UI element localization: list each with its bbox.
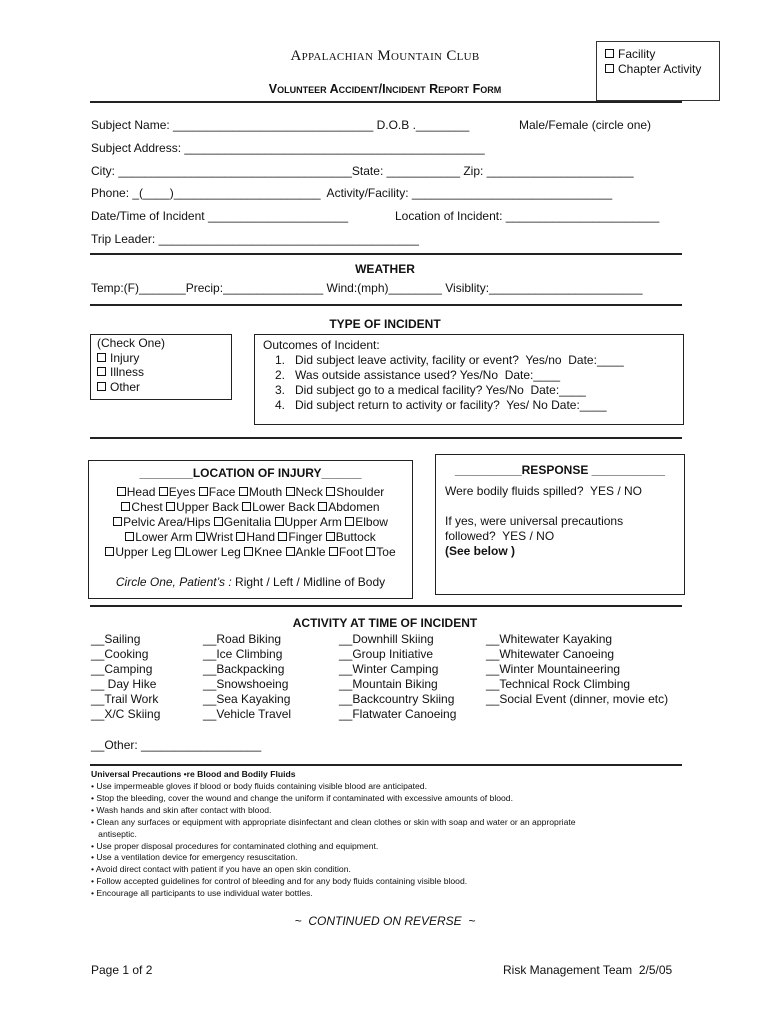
activity-option[interactable]: __Ice Climbing xyxy=(203,647,283,661)
injury-location-checkbox[interactable] xyxy=(286,547,295,556)
injury-location-checkbox[interactable] xyxy=(242,502,251,511)
injury-option[interactable]: Injury xyxy=(97,351,139,365)
phone-activity-field[interactable]: Phone: _(____)______________________ Activity/Facility: ______________________________ xyxy=(91,186,613,200)
other-option[interactable]: Other xyxy=(97,380,140,394)
activity-option[interactable]: __Winter Mountaineering xyxy=(486,662,621,676)
injury-location-option[interactable]: Buttock xyxy=(326,530,376,544)
activity-option[interactable]: __Camping xyxy=(91,662,153,676)
injury-location-checkbox[interactable] xyxy=(326,487,335,496)
injury-location-checkbox[interactable] xyxy=(125,532,134,541)
weather-divider xyxy=(90,304,682,306)
injury-location-checkbox[interactable] xyxy=(199,487,208,496)
illness-checkbox[interactable] xyxy=(97,367,106,376)
outcome-4[interactable]: 4. Did subject return to activity or facility? Yes/ No Date:____ xyxy=(275,398,607,412)
gender-field[interactable]: Male/Female (circle one) xyxy=(519,118,652,132)
precaution-item: • Stop the bleeding, cover the wound and change the uniform if contaminated with excessive amounts of blood. xyxy=(91,792,513,803)
form-title: Volunteer Accident/Incident Report Form xyxy=(268,82,502,96)
facility-checkbox[interactable] xyxy=(605,49,614,58)
type-heading: TYPE OF INCIDENT xyxy=(329,317,441,331)
injury-location-option[interactable]: Face xyxy=(199,485,236,499)
precaution-item: • Use a ventilation device for emergency resuscitation. xyxy=(91,852,298,863)
injury-location-option[interactable]: Elbow xyxy=(345,515,388,529)
chapter-activity-checkbox[interactable] xyxy=(605,64,614,73)
injury-location-option[interactable]: Shoulder xyxy=(326,485,384,499)
activity-option[interactable]: __Downhill Skiing xyxy=(339,632,434,646)
injury-location-checkbox[interactable] xyxy=(159,487,168,496)
activity-option[interactable]: __X/C Skiing xyxy=(91,707,161,721)
injury-location-checkbox[interactable] xyxy=(278,532,287,541)
injury-location-option[interactable]: Lower Arm xyxy=(125,530,192,544)
facility-option[interactable]: Facility xyxy=(605,47,655,61)
injury-location-checkbox[interactable] xyxy=(236,532,245,541)
activity-divider xyxy=(90,764,682,766)
injury-location-option[interactable]: Knee xyxy=(244,545,282,559)
activity-option[interactable]: __Sailing xyxy=(91,632,141,646)
injury-location-checkbox[interactable] xyxy=(113,517,122,526)
injury-location-option[interactable]: Chest xyxy=(121,500,162,514)
injury-location-option[interactable]: Upper Leg xyxy=(105,545,171,559)
precautions-question-line1[interactable]: If yes, were universal precautions xyxy=(445,514,624,528)
activity-option[interactable]: __Flatwater Canoeing xyxy=(339,707,457,721)
type-divider xyxy=(90,437,682,439)
injury-location-checkbox[interactable] xyxy=(117,487,126,496)
activity-option[interactable]: __Snowshoeing xyxy=(203,677,289,691)
precautions-question-line2[interactable]: followed? YES / NO xyxy=(445,529,555,543)
activity-option[interactable]: __Backcountry Skiing xyxy=(339,692,455,706)
injury-location-checkbox[interactable] xyxy=(275,517,284,526)
datetime-field[interactable]: Date/Time of Incident _____________________ xyxy=(91,209,349,223)
injury-location-option[interactable]: Wrist xyxy=(196,530,233,544)
subject-divider xyxy=(90,253,682,255)
precaution-item: • Wash hands and skin after contact with blood. xyxy=(91,804,272,815)
injury-heading: ________LOCATION OF INJURY______ xyxy=(139,466,362,480)
precautions-heading: Universal Precautions •re Blood and Bodily Fluids xyxy=(91,769,296,779)
activity-option[interactable]: __Cooking xyxy=(91,647,149,661)
outcomes-label: Outcomes of Incident: xyxy=(263,338,380,352)
injury-row xyxy=(89,545,412,559)
activity-option[interactable]: __Backpacking xyxy=(203,662,285,676)
activity-option[interactable]: __Group Initiative xyxy=(339,647,434,661)
injury-location-option[interactable]: Upper Arm xyxy=(275,515,342,529)
check-one-label: (Check One) xyxy=(97,336,166,350)
injury-location-checkbox[interactable] xyxy=(366,547,375,556)
injury-box xyxy=(88,460,413,599)
injury-location-checkbox[interactable] xyxy=(105,547,114,556)
injury-location-checkbox[interactable] xyxy=(326,532,335,541)
injury-location-checkbox[interactable] xyxy=(318,502,327,511)
injury-location-option[interactable]: Upper Back xyxy=(166,500,239,514)
injury-location-option[interactable]: Lower Back xyxy=(242,500,315,514)
injury-location-checkbox[interactable] xyxy=(121,502,130,511)
response-heading: __________RESPONSE ___________ xyxy=(454,463,666,477)
activity-heading: ACTIVITY AT TIME OF INCIDENT xyxy=(292,616,478,630)
activity-option[interactable]: __Whitewater Canoeing xyxy=(486,647,615,661)
injury-location-option[interactable]: Eyes xyxy=(159,485,196,499)
header-divider xyxy=(90,101,682,103)
injury-location-checkbox[interactable] xyxy=(175,547,184,556)
activity-other-field[interactable]: __Other: __________________ xyxy=(91,738,262,752)
injury-location-option[interactable]: Ankle xyxy=(286,545,326,559)
city-state-zip-field[interactable]: City: ___________________________________State: ___________ Zip: ______________________ xyxy=(91,164,634,178)
subject-name-field[interactable]: Subject Name: ______________________________ D.O.B .________ xyxy=(91,118,470,132)
activity-option[interactable]: __Vehicle Travel xyxy=(203,707,292,721)
injury-location-checkbox[interactable] xyxy=(239,487,248,496)
precaution-item: • Avoid direct contact with patient if you have an open skin condition. xyxy=(91,864,351,875)
location-field[interactable]: Location of Incident: _______________________ xyxy=(395,209,660,223)
injury-location-checkbox[interactable] xyxy=(244,547,253,556)
illness-option[interactable]: Illness xyxy=(97,365,144,379)
activity-option[interactable]: __Social Event (dinner, movie etc) xyxy=(486,692,669,706)
injury-location-checkbox[interactable] xyxy=(214,517,223,526)
activity-option[interactable]: __Trail Work xyxy=(91,692,159,706)
injury-location-checkbox[interactable] xyxy=(196,532,205,541)
org-title: Appalachian Mountain Club xyxy=(290,48,480,64)
injury-checkbox[interactable] xyxy=(97,353,106,362)
outcomes-box xyxy=(254,334,684,425)
other-checkbox[interactable] xyxy=(97,382,106,391)
injury-location-option[interactable]: Neck xyxy=(286,485,323,499)
injury-location-option[interactable]: Hand xyxy=(236,530,275,544)
injury-location-option[interactable]: Head xyxy=(117,485,156,499)
injury-location-option[interactable]: Foot xyxy=(329,545,363,559)
response-box xyxy=(435,454,685,595)
injury-location-option[interactable]: Toe xyxy=(366,545,395,559)
precaution-item: • Encourage all participants to use individual water bottles. xyxy=(91,888,313,899)
injury-location-option[interactable]: Pelvic Area/Hips xyxy=(113,515,210,529)
activity-option[interactable]: __Winter Camping xyxy=(339,662,439,676)
activity-option[interactable]: __Whitewater Kayaking xyxy=(486,632,613,646)
injury-location-checkbox[interactable] xyxy=(286,487,295,496)
injury-row xyxy=(89,530,412,544)
trip-leader-field[interactable]: Trip Leader: _______________________________________ xyxy=(91,232,419,246)
precaution-item: • Use proper disposal procedures for contaminated clothing and equipment. xyxy=(91,840,379,851)
injury-location-checkbox[interactable] xyxy=(329,547,338,556)
subject-address-field[interactable]: Subject Address: _____________________________________________ xyxy=(91,141,485,155)
chapter-activity-option[interactable]: Chapter Activity xyxy=(605,62,701,76)
outcome-2[interactable]: 2. Was outside assistance used? Yes/No Date:____ xyxy=(275,368,561,382)
injury-location-option[interactable]: Genitalia xyxy=(214,515,271,529)
precaution-item: • Clean any surfaces or equipment with appropriate disinfectant and clean clothes or skin with soap and water or an appropriate xyxy=(91,816,576,827)
page-number: Page 1 of 2 xyxy=(91,963,153,977)
injury-location-option[interactable]: Abdomen xyxy=(318,500,379,514)
injury-location-checkbox[interactable] xyxy=(345,517,354,526)
injury-divider xyxy=(90,605,682,607)
injury-row xyxy=(89,485,412,499)
body-side-field[interactable]: Circle One, Patient’s : Right / Left / Midline of Body xyxy=(115,575,386,589)
precaution-item: antiseptic. xyxy=(91,828,137,839)
continued-note: ~ CONTINUED ON REVERSE ~ xyxy=(294,914,476,928)
activity-option[interactable]: __Road Biking xyxy=(203,632,282,646)
precaution-item: • Follow accepted guidelines for control of bleeding and for any body fluids containing visible blood. xyxy=(91,876,468,887)
injury-location-option[interactable]: Mouth xyxy=(239,485,282,499)
weather-heading: WEATHER xyxy=(355,262,415,276)
injury-location-option[interactable]: Lower Leg xyxy=(175,545,241,559)
see-below-note: (See below ) xyxy=(445,544,516,558)
activity-option[interactable]: __Technical Rock Climbing xyxy=(486,677,631,691)
precaution-item: • Use impermeable gloves if blood or body fluids containing visible blood are anticipated. xyxy=(91,781,427,791)
activity-option[interactable]: __ Day Hike xyxy=(91,677,157,691)
fluids-spilled-question[interactable]: Were bodily fluids spilled? YES / NO xyxy=(445,484,642,498)
activity-option[interactable]: __Mountain Biking xyxy=(339,677,438,691)
activity-option[interactable]: __Sea Kayaking xyxy=(203,692,291,706)
footer-team-date: Risk Management Team 2/5/05 xyxy=(503,963,673,977)
weather-fields[interactable]: Temp:(F)_______Precip:_______________ Wind:(mph)________ Visiblity:_______________________ xyxy=(91,281,643,295)
injury-row xyxy=(89,500,412,514)
injury-location-option[interactable]: Finger xyxy=(278,530,322,544)
injury-row xyxy=(89,515,412,529)
check-one-box xyxy=(90,334,232,400)
outcome-1[interactable]: 1. Did subject leave activity, facility or event? Yes/no Date:____ xyxy=(275,353,624,367)
injury-location-checkbox[interactable] xyxy=(166,502,175,511)
outcome-3[interactable]: 3. Did subject go to a medical facility? Yes/No Date:____ xyxy=(275,383,586,397)
